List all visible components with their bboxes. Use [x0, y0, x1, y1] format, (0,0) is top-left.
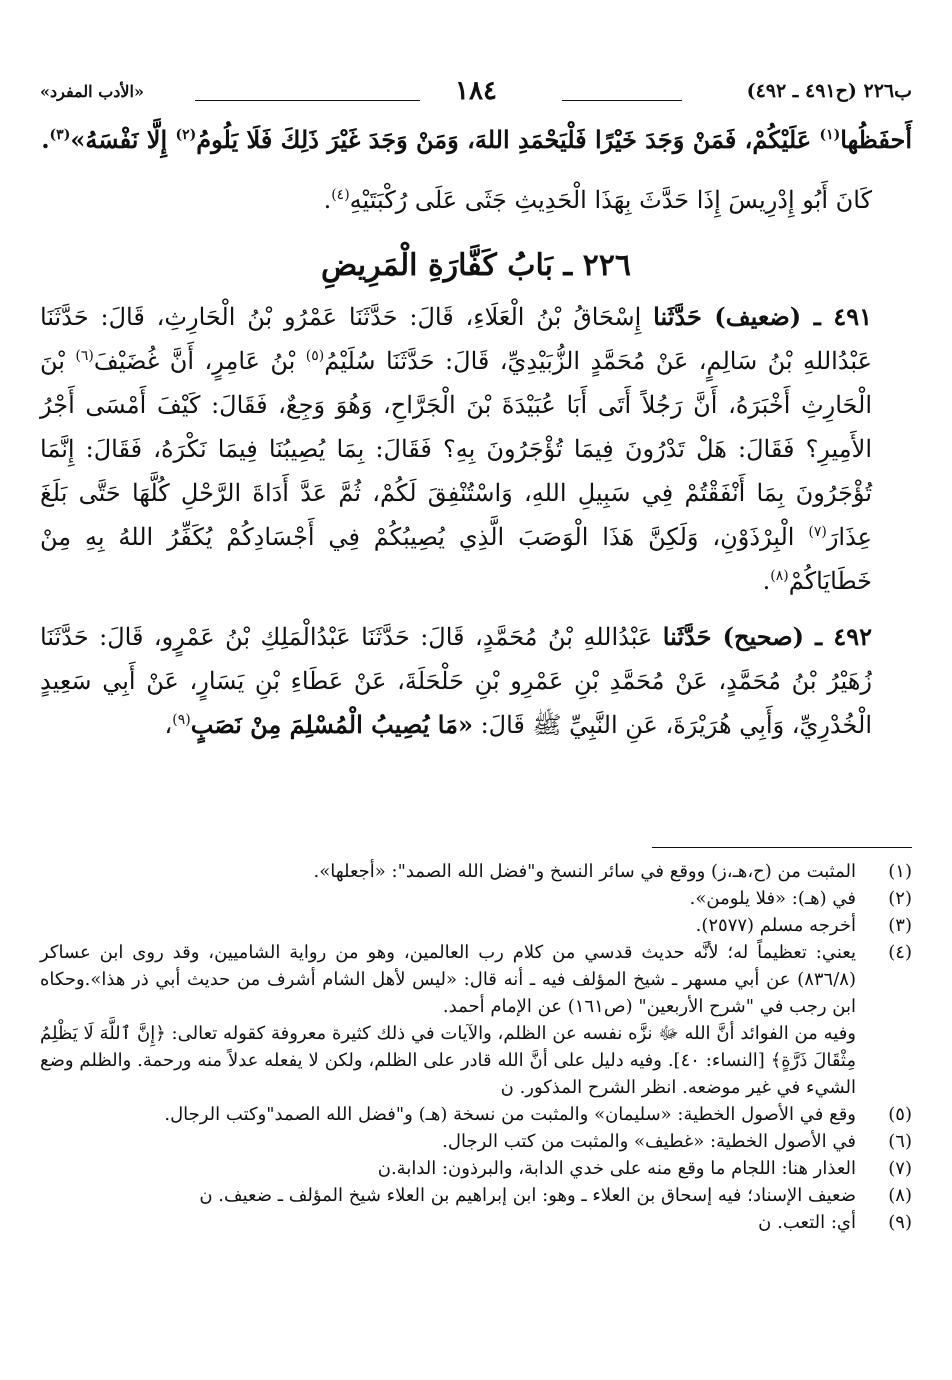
text-span: كَانَ أَبُو إِدْرِيسَ إِذَا حَدَّثَ بِهَذَا الْحَدِيثِ جَثَى عَلَى رُكْبَتَيْهِ: [349, 186, 872, 214]
footnote-number: (٦): [888, 1131, 912, 1152]
text-span: بْنُ عَامِرٍ، أَنَّ غُضَيْفَ: [93, 347, 306, 375]
text-span: إِلَّا نَفْسَهُ»: [70, 125, 176, 154]
text-span: ،: [164, 711, 173, 739]
footnote: [40, 1128, 912, 1155]
footnote-text: في الأصول الخطية: «غطيف» والمثبت من كتب الرجال.: [442, 1131, 856, 1152]
footnote-text: العذار هنا: اللجام ما وقع منه على خدي الدابة، والبرذون: الدابة.ن: [377, 1158, 856, 1179]
footnote-number: (٨): [888, 1185, 912, 1206]
footnote: [40, 858, 912, 885]
footnote-ref: (١): [819, 127, 841, 143]
footnote-text: وفيه من الفوائد أنَّ الله ﷻ نزَّه نفسه عن الظلم، والآيات في ذلك كثيرة معروفة كقوله تعالى: ﴿إِنَّ ٱللَّهَ لَا يَظْلِمُ مِثْقَالَ ذَرَّةٍ﴾ [النساء: ٤٠]. وفيه دليل على أنَّ الله قادر على الظلم، ولكن لا يفعله عدلاً منه ورحمة. والظلم وضع الشيء في غير موضعه. انظر الشرح المذكور. ن: [40, 1023, 856, 1098]
footnote-number: (٤): [888, 942, 912, 963]
footnote-text: أخرجه مسلم (٢٥٧٧).: [695, 915, 856, 936]
section-reference: ب٢٢٦ (ح٤٩١ ـ ٤٩٢): [746, 80, 912, 102]
text-span: .: [762, 567, 771, 595]
hadith-matn: «مَا يُصِيبُ الْمُسْلِمَ مِنْ نَصَبٍ: [190, 710, 473, 739]
footnote: [40, 939, 912, 1020]
hadith-continuation: [40, 118, 912, 162]
footnotes: [40, 858, 912, 1236]
footnote-ref: (٣): [49, 127, 71, 143]
header-rule-left: [195, 100, 420, 101]
hadith-491: [40, 295, 912, 603]
footnote-separator: [652, 847, 912, 848]
text-span: بْنَ الْحَارِثِ أَخْبَرَهُ، أَنَّ رَجُلاً أَتَى أَبَا عُبَيْدَةَ بْنَ الْجَرَّاحِ، وَهُوَ وَجِعٌ، فَقَالَ: كَيْفَ أَمْسَى أَجْرُ الأَمِيرِ؟ فَقَالَ: هَلْ تَدْرُونَ فِيمَا تُؤْجَرُونَ بِهِ؟ فَقَالَ: بِمَا يُصِيبُنَا فِيمَا نَكْرَهُ، فَقَالَ: إِنَّمَا تُؤْجَرُونَ بِمَا أَنْفَقْتُمْ فِي سَبِيلِ اللهِ، وَاسْتُنْفِقَ لَكُمْ، ثُمَّ عَدَّ أَدَاةَ الرَّحْلِ كُلَّهَا حَتَّى بَلَغَ عِذَارَ: [40, 347, 873, 551]
footnote-number: (١): [888, 861, 912, 882]
hadith-number: ٤٩٢ ـ: [803, 622, 872, 651]
haddathana: حَدَّثَنا: [653, 302, 715, 331]
page-number: ١٨٤: [455, 76, 497, 106]
footnote-number: (٣): [888, 915, 912, 936]
text-span: .: [323, 186, 332, 214]
footnote: [40, 1209, 912, 1236]
footnote: [40, 1182, 912, 1209]
page-header: [40, 72, 912, 112]
text-span: أَحفَظُها: [840, 125, 912, 154]
footnote-number: (٥): [888, 1104, 912, 1125]
footnote-text: ضعيف الإسناد؛ فيه إسحاق بن العلاء ـ وهو: ابن إبراهيم بن العلاء شيخ المؤلف ـ ضعيف. ن: [199, 1185, 856, 1206]
text-span: عَبْدُاللهِ بْنُ مُحَمَّدٍ، قَالَ: حَدَّثَنَا عَبْدُالْمَلِكِ بْنُ عَمْرٍو، قَالَ: حَدَّثَنَا زُهَيْرُ بْنُ مُحَمَّدٍ، عَنْ مُحَمَّدِ بْنِ عَمْرِو بْنِ حَلْحَلَةَ، عَنْ عَطَاءِ بْنِ يَسَارٍ، عَنْ أَبِي سَعِيدٍ الْخُدْرِيِّ، وَأَبِي هُرَيْرَةَ، عَنِ النَّبِيِّ ﷺ قَالَ:: [40, 623, 872, 739]
hadith-grade: (ضعيف): [714, 302, 802, 331]
text-span: عَلَيْكُمْ، فَمَنْ وَجَدَ خَيْرًا فَلْيَحْمَدِ اللهَ، وَمَنْ وَجَدَ غَيْرَ ذَلِكَ فَلَا يَلُومُ: [196, 125, 820, 154]
hadith-492: [40, 615, 912, 747]
footnote-continuation: [40, 1020, 912, 1101]
footnote: [40, 1155, 912, 1182]
haddathana: حَدَّثَنا: [662, 622, 723, 651]
footnote-ref: (٥): [305, 348, 325, 364]
footnote-ref: (٨): [770, 568, 789, 584]
footnote-text: وقع في الأصول الخطية: «سليمان» والمثبت من نسخة (هـ) و"فضل الله الصمد"وكتب الرجال.: [164, 1104, 856, 1125]
footnote-text: أي: التعب. ن: [758, 1212, 856, 1233]
footnote-number: (٢): [888, 888, 912, 909]
footnote: [40, 885, 912, 912]
hadith-number: ٤٩١ ـ: [801, 302, 872, 331]
header-rule-right: [562, 100, 682, 101]
footnote-ref: (٦): [75, 348, 94, 364]
text-span: إِسْحَاقُ بْنُ الْعَلَاءِ، قَالَ: حَدَّثَنَا عَمْرُو بْنُ الْحَارِثِ، قَالَ: حَدَّثَنَا عَبْدُاللهِ بْنُ سَالِمٍ، عَنْ مُحَمَّدٍ الزُّبَيْدِيِّ، قَالَ: حَدَّثَنَا سُلَيْمُ: [40, 303, 872, 375]
footnote-number: (٧): [888, 1158, 912, 1179]
footnote-ref: (٧): [808, 524, 827, 540]
book-title: «الأدب المفرد»: [40, 82, 144, 101]
text-span: .: [41, 125, 50, 154]
main-text: [40, 118, 912, 747]
hadith-grade: (صحيح): [722, 622, 804, 651]
footnote-ref: (٤): [331, 187, 350, 203]
footnote-ref: (٩): [172, 712, 191, 728]
abu-idris-paragraph: [40, 178, 912, 222]
footnote: [40, 1101, 912, 1128]
footnote-number: (٩): [888, 1212, 912, 1233]
footnote-text: يعني: تعظيماً له؛ لأنَّه حديث قدسي من كلام رب العالمين، وهو من رواية الشاميين، وقد روى ابن عساكر (٨٣٦/٨) عن أبي مسهر ـ شيخ المؤلف فيه ـ أنه قال: «ليس لأهل الشام أشرف من حديث أبي ذر هذا».وحكاه ابن رجب في "شرح الأربعين" (ص١٦١) عن الإمام أحمد.: [40, 942, 856, 1017]
footnote-text: المثبت من (ح،هـ،ز) ووقع في سائر النسخ و"فضل الله الصمد": «أجعلها».: [313, 861, 856, 882]
text-span: الْبِرْذَوْنِ، وَلَكِنَّ هَذَا الْوَصَبَ الَّذِي يُصِيبُكُمْ فِي أَجْسَادِكُمْ يُكَفِّرُ اللهُ بِهِ مِنْ خَطَايَاكُمْ: [40, 523, 872, 595]
footnote-text: في (هـ): «فلا يلومن».: [689, 888, 856, 909]
footnote: [40, 912, 912, 939]
footnote-ref: (٢): [175, 127, 197, 143]
chapter-title: ٢٢٦ ـ بَابُ كَفَّارَةِ الْمَرِيضِ: [321, 248, 631, 283]
